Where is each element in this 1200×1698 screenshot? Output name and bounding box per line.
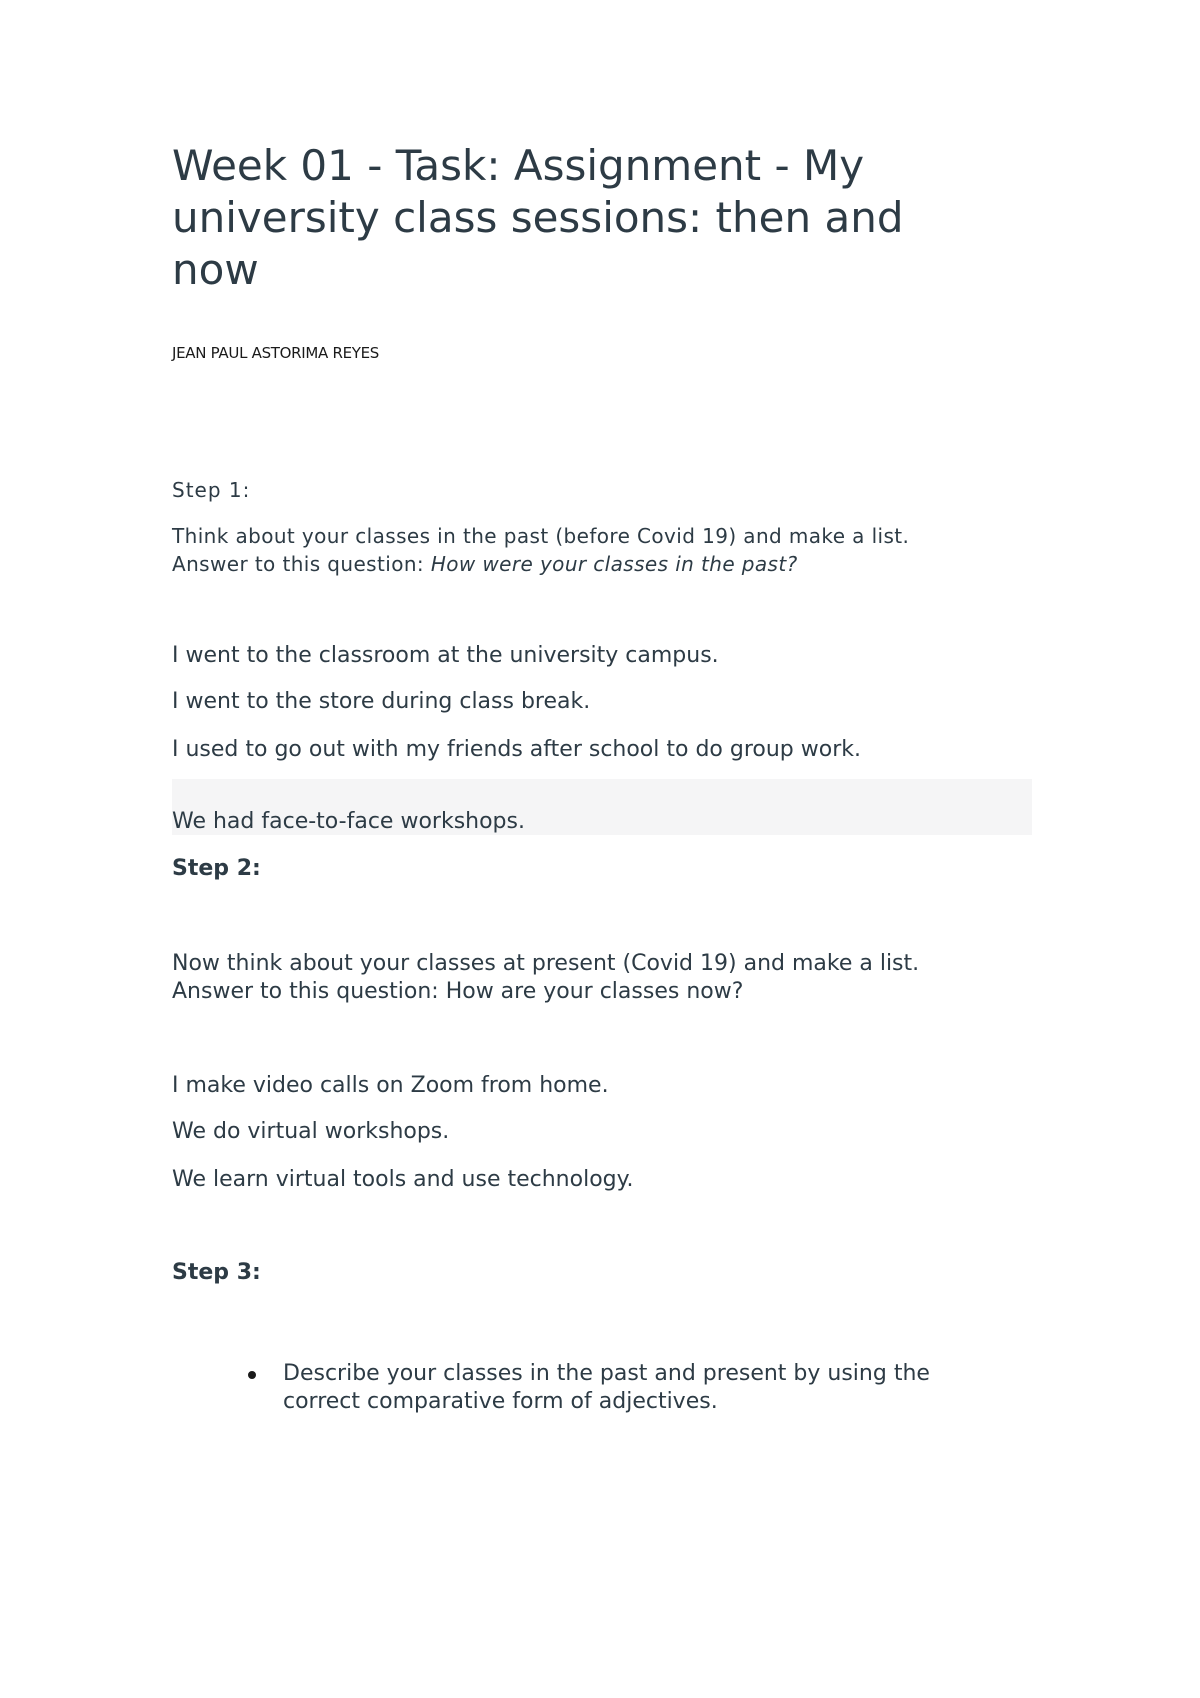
step-1-instruction-prefix: Answer to this question: xyxy=(172,552,431,576)
step-1-instruction xyxy=(172,522,992,578)
step-2-answer-2: We do virtual workshops. xyxy=(172,1119,450,1144)
document-title: Week 01 - Task: Assignment - My university class sessions: then and now xyxy=(172,141,904,294)
step-3-label: Step 3: xyxy=(172,1260,261,1285)
step-2-answer-3: We learn virtual tools and use technology. xyxy=(172,1167,634,1192)
step-1-answer-4: We had face-to-face workshops. xyxy=(172,809,525,834)
step-1-answer-2: I went to the store during class break. xyxy=(172,689,591,714)
step-2-instruction: Now think about your classes at present (Covid 19) and make a list. Answer to this question: How are your classes now? xyxy=(172,951,920,1004)
step-2-answer-1: I make video calls on Zoom from home. xyxy=(172,1073,609,1098)
list-item xyxy=(172,1360,1012,1416)
bullet-icon xyxy=(248,1371,256,1379)
step-1-instruction-question: How were your classes in the past? xyxy=(430,552,798,576)
step-1-answer-3: I used to go out with my friends after school to do group work. xyxy=(172,737,861,762)
step-2-label: Step 2: xyxy=(172,856,261,881)
step-3-bullet-list xyxy=(172,1360,1012,1416)
step-1-instruction-line-1: Think about your classes in the past (before Covid 19) and make a list. xyxy=(172,524,910,548)
step-1-answer-1: I went to the classroom at the university campus. xyxy=(172,643,719,668)
step-3-bullet-text: Describe your classes in the past and present by using the correct comparative form of adjectives. xyxy=(283,1361,930,1414)
step-1-label: Step 1: xyxy=(172,478,251,502)
author-name: JEAN PAUL ASTORIMA REYES xyxy=(172,344,380,362)
